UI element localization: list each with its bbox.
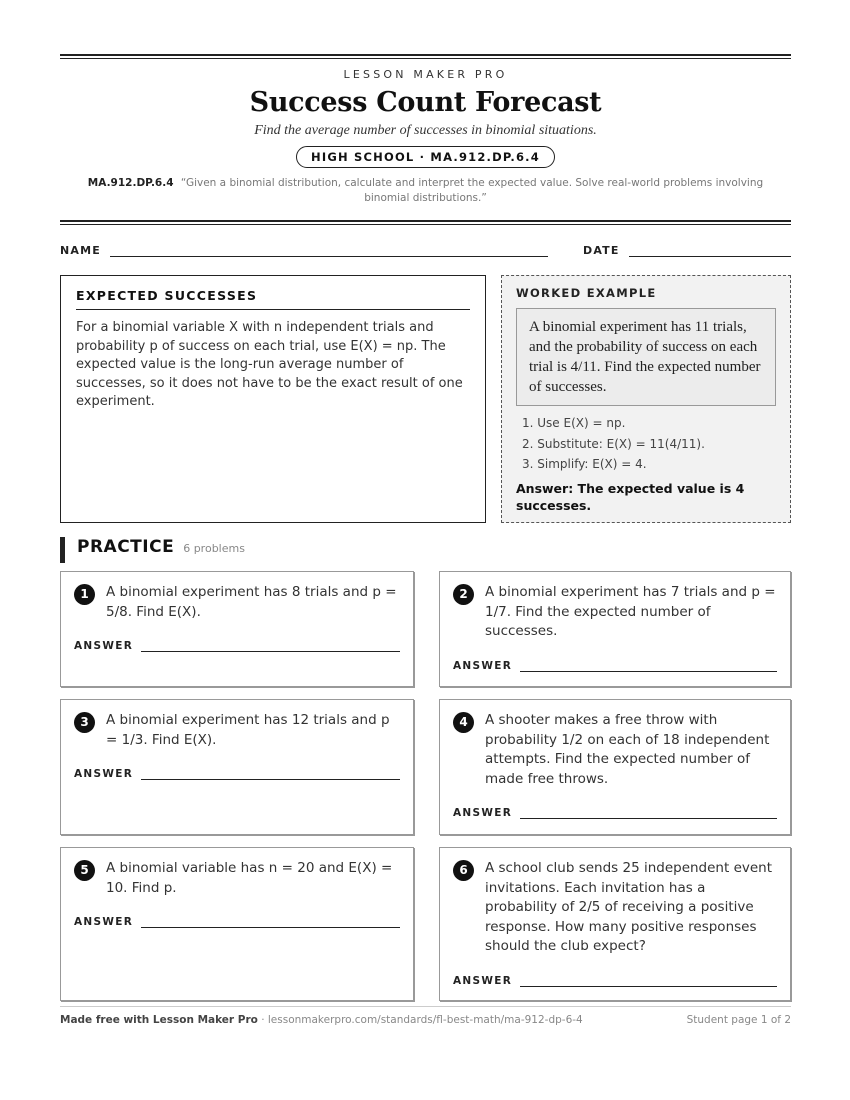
worked-example-answer: Answer: The expected value is 4 successes.	[516, 480, 745, 513]
worked-step: 3. Simplify: E(X) = 4.	[522, 457, 647, 471]
answer-field[interactable]	[520, 662, 777, 672]
answer-field[interactable]	[520, 809, 777, 819]
answer-field[interactable]	[141, 642, 400, 652]
practice-heading	[60, 537, 791, 563]
date-label: DATE	[582, 244, 620, 257]
name-label: NAME	[60, 244, 101, 257]
answer-row	[74, 768, 400, 780]
answer-label: ANSWER	[453, 974, 513, 987]
practice-count: 6 problems	[183, 542, 245, 555]
problem-text: A binomial experiment has 8 trials and p = 5/8. Find E(X).	[106, 584, 397, 620]
page-subtitle: Find the average number of successes in binomial situations.	[254, 123, 597, 138]
problem-text: A school club sends 25 independent event invitations. Each invitation has a probability of 2/5 of receiving a positive response. How many positive responses should the club expect?	[485, 860, 773, 954]
problem-card-1	[60, 571, 414, 687]
answer-label: ANSWER	[453, 659, 513, 672]
concept-box	[60, 275, 486, 523]
answer-field[interactable]	[141, 918, 400, 928]
grade-pill-wrap	[60, 146, 791, 168]
answer-row	[74, 640, 400, 652]
footer-url: · lessonmakerpro.com/standards/fl-best-math/ma-912-dp-6-4	[257, 1014, 583, 1026]
problem-text: A binomial experiment has 12 trials and p = 1/3. Find E(X).	[106, 712, 390, 748]
answer-label: ANSWER	[453, 807, 513, 819]
page-footer	[60, 1006, 791, 1026]
standard-text: “Given a binomial distribution, calculate and interpret the expected value. Solve real-world problems involving binomial distributions.”	[180, 177, 764, 204]
problem-card-4	[439, 699, 791, 835]
answer-label: ANSWER	[74, 916, 134, 928]
name-date-row	[60, 241, 791, 257]
footer-credit	[60, 1014, 583, 1026]
grade-standard-pill: HIGH SCHOOL · MA.912.DP.6.4	[296, 146, 555, 168]
concept-text: For a binomial variable X with n independent trials and probability p of success on each trial, use E(X) = np. The expected value is the long-run average number of successes, so it does not have to be the exact result of one experiment.	[76, 320, 463, 409]
problem-card-3	[60, 699, 414, 835]
problem-text: A binomial experiment has 7 trials and p = 1/7. Find the expected number of successes.	[485, 584, 776, 639]
worksheet-page	[60, 54, 791, 1001]
problem-text: A binomial variable has n = 20 and E(X) = 10. Find p.	[106, 860, 393, 896]
standard-description	[60, 176, 791, 206]
answer-row	[453, 807, 777, 819]
page-title: Success Count Forecast	[249, 87, 602, 118]
answer-row	[453, 975, 777, 987]
answer-field[interactable]	[141, 770, 400, 780]
brand-name: LESSON MAKER PRO	[343, 68, 508, 81]
worked-example-steps	[516, 413, 776, 475]
footer-page-number: Student page 1 of 2	[686, 1014, 791, 1026]
problem-card-6	[439, 847, 791, 1001]
worked-example-problem: A binomial experiment has 11 trials, and the probability of success on each trial is 4/11. Find the expected number of successes.	[516, 308, 776, 406]
problem-number-badge: 2	[453, 584, 474, 605]
answer-label: ANSWER	[74, 768, 134, 780]
date-field[interactable]	[629, 247, 791, 257]
worked-example-heading: WORKED EXAMPLE	[516, 286, 657, 300]
problem-card-2	[439, 571, 791, 687]
footer-made-with: Made free with Lesson Maker Pro	[60, 1014, 258, 1026]
practice-title: PRACTICE	[77, 537, 175, 557]
name-field[interactable]	[110, 247, 548, 257]
worked-step: 1. Use E(X) = np.	[522, 416, 626, 430]
answer-label: ANSWER	[74, 640, 134, 652]
problem-number-badge: 5	[74, 860, 95, 881]
problem-number-badge: 6	[453, 860, 474, 881]
answer-field[interactable]	[520, 977, 777, 987]
worked-step: 2. Substitute: E(X) = 11(4/11).	[522, 436, 705, 451]
concept-heading: EXPECTED SUCCESSES	[76, 288, 470, 310]
problem-number-badge: 1	[74, 584, 95, 605]
problem-number-badge: 3	[74, 712, 95, 733]
practice-grid	[60, 571, 791, 1001]
intro-section	[60, 275, 791, 523]
problem-number-badge: 4	[453, 712, 474, 733]
top-double-rule	[60, 54, 791, 59]
answer-row	[74, 916, 400, 928]
worked-example-box	[501, 275, 791, 523]
header-bottom-rule	[60, 220, 791, 225]
standard-code: MA.912.DP.6.4	[87, 177, 174, 189]
answer-row	[453, 660, 777, 672]
problem-card-5	[60, 847, 414, 1001]
problem-text: A shooter makes a free throw with probability 1/2 on each of 18 independent attempts. Find the expected number of made free throws.	[485, 712, 770, 787]
